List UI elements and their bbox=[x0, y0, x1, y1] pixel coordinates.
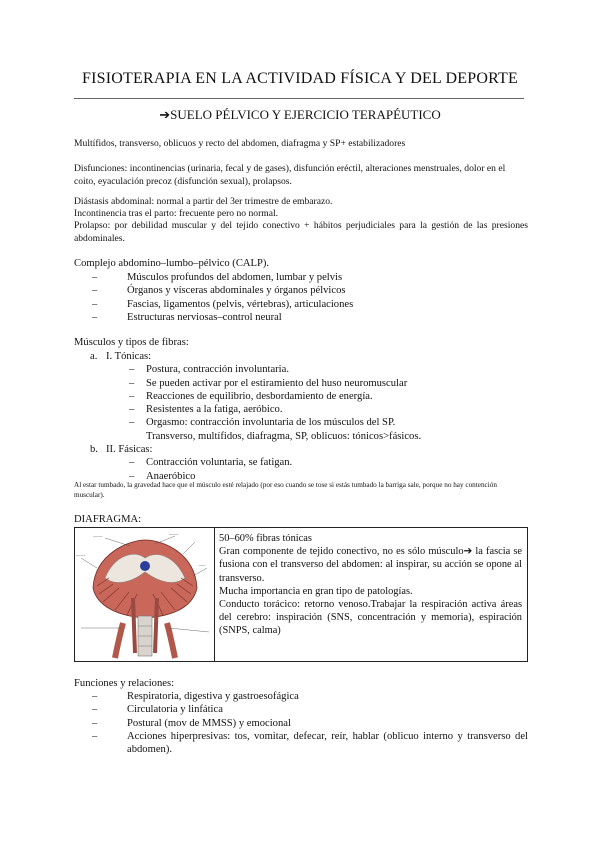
list-label: b. bbox=[90, 444, 98, 456]
list-item bbox=[74, 717, 528, 730]
fasicas-list bbox=[74, 456, 528, 483]
dash-bullet: – bbox=[92, 730, 98, 742]
disfunciones-paragraph: Disfunciones: incontinencias (urinaria, fecal y de gases), disfunción eréctil, alteraciones menstruales, dolor en el coito, eyaculación precoz (disfunción sexual), prolapsos. bbox=[74, 163, 506, 187]
list-item-text: Postura, contracción involuntaria. bbox=[146, 364, 289, 376]
list-item-text: Fascias, ligamentos (pelvis, vértebras), articulaciones bbox=[127, 298, 354, 310]
list-item bbox=[74, 390, 528, 403]
list-item-text: Resistentes a la fatiga, aeróbico. bbox=[146, 404, 283, 416]
dash-bullet: – bbox=[92, 691, 98, 702]
list-item bbox=[74, 271, 528, 284]
diafragma-heading: DIAFRAGMA: bbox=[74, 514, 142, 525]
list-item bbox=[74, 416, 528, 429]
calp-heading: Complejo abdomino–lumbo–pélvico (CALP). bbox=[74, 258, 270, 269]
svg-text:―――: ――― bbox=[93, 534, 103, 538]
list-item-text: Reacciones de equilibrio, desbordamiento de energía. bbox=[146, 390, 373, 402]
incontinencia-line: Incontinencia tras el parto: frecuente pero no normal. bbox=[74, 208, 279, 219]
dash-bullet: – bbox=[129, 404, 135, 416]
list-item-text: Circulatoria y linfática bbox=[127, 704, 223, 716]
svg-text:―――: ――― bbox=[169, 532, 179, 536]
list-item-text: Postural (mov de MMSS) y emocional bbox=[127, 717, 291, 729]
dash-bullet: – bbox=[129, 417, 135, 429]
diafragma-table bbox=[74, 527, 528, 662]
svg-text:―――: ――― bbox=[76, 553, 86, 557]
section-subtitle: ➔SUELO PÉLVICO Y EJERCICIO TERAPÉUTICO bbox=[159, 107, 441, 122]
list-item bbox=[74, 403, 528, 416]
list-item bbox=[74, 298, 528, 311]
list-item bbox=[74, 284, 528, 297]
diafragma-line: Mucha importancia en gran tipo de patologías. bbox=[219, 585, 413, 597]
diafragma-line: 50–60% fibras tónicas bbox=[219, 533, 312, 544]
tonicas-list bbox=[74, 363, 528, 443]
list-item bbox=[74, 363, 528, 376]
prolapso-paragraph: Prolapso: por debilidad muscular y del tejido conectivo + hábitos perjudiciales para la gestión de las presiones abdominales. bbox=[74, 220, 528, 244]
list-item-text: Contracción voluntaria, se fatigan. bbox=[146, 457, 293, 469]
list-item bbox=[74, 730, 528, 757]
diafragma-line: Gran componente de tejido conectivo, no es sólo músculo➔ la fascia se fusiona con el transverso del abdomen: al inspirar, su acción se opone al transverso. bbox=[219, 546, 522, 584]
list-item-text: Respiratoria, digestiva y gastroesofágica bbox=[127, 691, 299, 702]
dash-bullet: – bbox=[129, 470, 135, 482]
dash-bullet: – bbox=[92, 311, 98, 323]
page-title: FISIOTERAPIA EN LA ACTIVIDAD FÍSICA Y DEL DEPORTE bbox=[82, 70, 518, 87]
svg-text:――: ―― bbox=[199, 563, 206, 567]
list-item-text: Músculos profundos del abdomen, lumbar y pelvis bbox=[127, 272, 343, 283]
tonicas-title: I. Tónicas: bbox=[106, 351, 152, 362]
dash-bullet: – bbox=[129, 390, 135, 402]
list-item bbox=[74, 377, 528, 390]
tonicas-heading bbox=[74, 350, 528, 363]
gravity-note: Al estar tumbado, la gravedad hace que el músculo esté relajado (por eso cuando se tose si estás tumbado la barriga sale, porque no hay contención muscular). bbox=[74, 481, 497, 499]
dash-bullet: – bbox=[92, 272, 98, 283]
list-item-text: Estructuras nerviosas–control neural bbox=[127, 311, 282, 323]
funciones-heading: Funciones y relaciones: bbox=[74, 678, 175, 689]
dash-bullet: – bbox=[129, 377, 135, 389]
list-item-text: Órganos y vísceras abdominales y órganos pélvicos bbox=[127, 285, 346, 297]
fibras-heading: Músculos y tipos de fibras: bbox=[74, 337, 189, 348]
list-item bbox=[74, 311, 528, 324]
list-label: a. bbox=[90, 351, 98, 362]
fasicas-title: II. Fásicas: bbox=[106, 444, 153, 456]
dash-bullet: – bbox=[92, 298, 98, 310]
list-item-continuation bbox=[74, 430, 528, 443]
diafragma-notes bbox=[219, 532, 522, 638]
dash-bullet: – bbox=[129, 364, 135, 376]
fibras-block bbox=[74, 350, 528, 483]
title-divider bbox=[74, 98, 524, 99]
list-item-text: Orgasmo: contracción involuntaria de los músculos del SP. bbox=[146, 417, 396, 429]
dash-bullet: – bbox=[92, 704, 98, 716]
dash-bullet: – bbox=[92, 285, 98, 297]
diaphragm-illustration-cell bbox=[75, 528, 215, 661]
list-item-text: Acciones hiperpresivas: tos, vomitar, defecar, reír, hablar (oblicuo interno y transverso del abdomen). bbox=[127, 730, 528, 756]
list-item bbox=[74, 703, 528, 716]
list-item-text: Transverso, multífidos, diafragma, SP, oblicuos: tónicos>fásicos. bbox=[146, 430, 422, 442]
calp-list bbox=[74, 271, 528, 324]
diaphragm-illustration bbox=[75, 528, 214, 661]
diafragma-line: Conducto torácico: retorno venoso.Trabajar la respiración activa áreas del cerebro: inspiración (SNS, concentración y memoria), espiración (SNPS, calma) bbox=[219, 599, 522, 637]
list-item-text: Se pueden activar por el estiramiento del huso neuromuscular bbox=[146, 377, 408, 389]
dash-bullet: – bbox=[129, 457, 135, 469]
list-item bbox=[74, 456, 528, 469]
diastasis-line: Diástasis abdominal: normal a partir del 3er trimestre de embarazo. bbox=[74, 196, 333, 207]
list-item bbox=[74, 690, 528, 703]
dash-bullet: – bbox=[92, 717, 98, 729]
funciones-list bbox=[74, 690, 528, 756]
intro-paragraph: Multífidos, transverso, oblicuos y recto del abdomen, diafragma y SP+ estabilizadores bbox=[74, 138, 406, 149]
list-item-text: Anaeróbico bbox=[146, 470, 196, 482]
fasicas-heading bbox=[74, 443, 528, 456]
